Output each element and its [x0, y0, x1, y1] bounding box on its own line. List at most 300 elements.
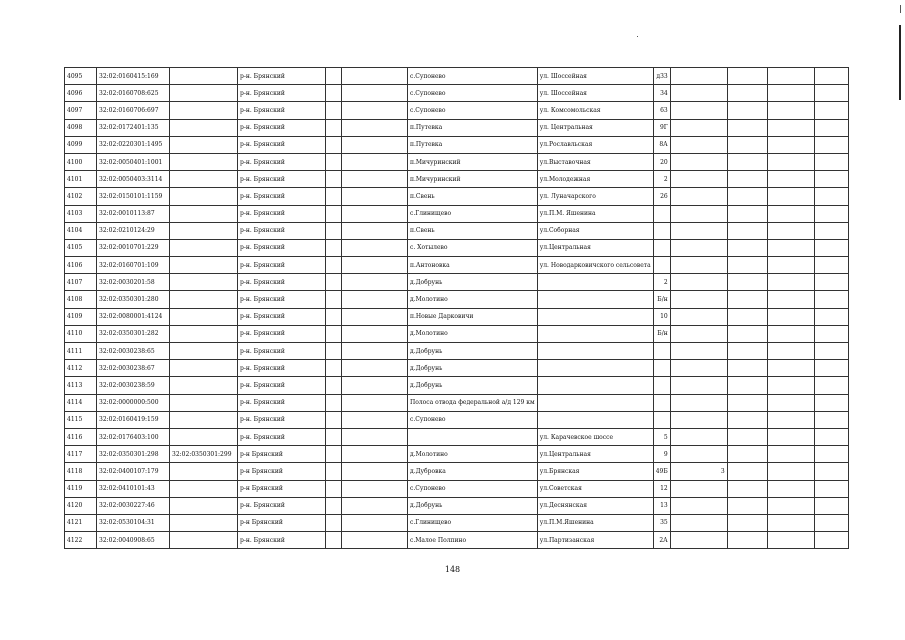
- table-cell-n3: [767, 343, 814, 360]
- table-cell-cadastral: 32:02:0176403:100: [97, 428, 170, 445]
- table-cell-street: ул.Брянская: [537, 463, 653, 480]
- table-cell-cadastral: 32:02:0210124:29: [97, 222, 170, 239]
- table-cell-cadastral: 32:02:0010701:229: [97, 239, 170, 256]
- table-cell-id: 4101: [65, 171, 97, 188]
- table-cell-n3: [767, 497, 814, 514]
- table-cell-id: 4116: [65, 428, 97, 445]
- table-cell-region: р-н. Брянский: [238, 205, 326, 222]
- table-cell-extra: [170, 377, 238, 394]
- table-cell-n1: [670, 222, 727, 239]
- table-cell-n1: [670, 274, 727, 291]
- table-row: [65, 239, 849, 256]
- table-cell-n1: [670, 257, 727, 274]
- table-cell-house: [653, 360, 670, 377]
- table-cell-a: [326, 274, 342, 291]
- table-cell-a: [326, 394, 342, 411]
- table-cell-id: 4122: [65, 532, 97, 549]
- table-cell-house: [653, 222, 670, 239]
- table-cell-a: [326, 360, 342, 377]
- table-cell-a: [326, 514, 342, 531]
- table-cell-house: 2А: [653, 532, 670, 549]
- table-cell-n2: [727, 514, 767, 531]
- table-cell-n4: [814, 325, 848, 342]
- table-cell-street: [537, 274, 653, 291]
- table-cell-street: ул.Рославльская: [537, 136, 653, 153]
- table-cell-region: р-н. Брянский: [238, 291, 326, 308]
- table-cell-region: р-н. Брянский: [238, 239, 326, 256]
- table-cell-street: [537, 360, 653, 377]
- edge-tick: [900, 5, 901, 13]
- table-cell-a: [326, 188, 342, 205]
- table-cell-n2: [727, 239, 767, 256]
- table-cell-n4: [814, 291, 848, 308]
- table-cell-b: [342, 68, 408, 85]
- table-cell-n4: [814, 136, 848, 153]
- table-row: [65, 394, 849, 411]
- table-cell-n2: [727, 480, 767, 497]
- table-row: [65, 68, 849, 85]
- table-cell-street: [537, 325, 653, 342]
- table-cell-house: [653, 239, 670, 256]
- table-row: [65, 343, 849, 360]
- table-row: [65, 102, 849, 119]
- table-cell-locality: с.Глинищево: [408, 205, 538, 222]
- table-row: [65, 119, 849, 136]
- table-cell-n2: [727, 428, 767, 445]
- table-cell-region: р-н. Брянский: [238, 343, 326, 360]
- table-cell-n4: [814, 119, 848, 136]
- table-cell-n3: [767, 325, 814, 342]
- table-cell-n3: [767, 411, 814, 428]
- table-cell-b: [342, 119, 408, 136]
- table-cell-n4: [814, 497, 848, 514]
- table-cell-n1: [670, 532, 727, 549]
- table-cell-a: [326, 136, 342, 153]
- table-cell-region: р-н. Брянский: [238, 85, 326, 102]
- table-cell-n2: [727, 325, 767, 342]
- table-cell-b: [342, 446, 408, 463]
- table-cell-n3: [767, 222, 814, 239]
- table-cell-a: [326, 171, 342, 188]
- table-cell-n2: [727, 532, 767, 549]
- table-cell-region: р-н Брянский: [238, 463, 326, 480]
- table-cell-id: 4100: [65, 153, 97, 170]
- table-cell-n4: [814, 153, 848, 170]
- table-row: [65, 308, 849, 325]
- table-cell-region: р-н Брянский: [238, 514, 326, 531]
- table-cell-n1: [670, 291, 727, 308]
- table-cell-n1: [670, 343, 727, 360]
- table-cell-cadastral: 32:02:0030238:59: [97, 377, 170, 394]
- table-cell-n1: [670, 239, 727, 256]
- table-cell-street: ул.Деснянская: [537, 497, 653, 514]
- scan-dot: [637, 36, 638, 37]
- table-cell-locality: п.Мичуринский: [408, 153, 538, 170]
- table-cell-a: [326, 257, 342, 274]
- table-row: [65, 136, 849, 153]
- table-row: [65, 377, 849, 394]
- table-cell-extra: [170, 532, 238, 549]
- table-cell-b: [342, 291, 408, 308]
- table-cell-extra: [170, 136, 238, 153]
- table-cell-n4: [814, 377, 848, 394]
- table-cell-locality: [408, 428, 538, 445]
- table-cell-extra: [170, 222, 238, 239]
- table-cell-b: [342, 205, 408, 222]
- table-cell-extra: [170, 153, 238, 170]
- table-cell-n1: [670, 68, 727, 85]
- table-cell-id: 4106: [65, 257, 97, 274]
- table-cell-extra: [170, 85, 238, 102]
- table-cell-cadastral: 32:02:0050403:3114: [97, 171, 170, 188]
- table-cell-extra: [170, 394, 238, 411]
- table-cell-house: [653, 257, 670, 274]
- table-cell-street: ул.Соборная: [537, 222, 653, 239]
- table-cell-n4: [814, 205, 848, 222]
- table-cell-n3: [767, 377, 814, 394]
- table-row: [65, 446, 849, 463]
- table-cell-id: 4110: [65, 325, 97, 342]
- table-cell-n4: [814, 85, 848, 102]
- table-cell-house: [653, 205, 670, 222]
- table-cell-region: р-н. Брянский: [238, 411, 326, 428]
- table-cell-cadastral: 32:02:0150101:1159: [97, 188, 170, 205]
- table-cell-extra: [170, 188, 238, 205]
- table-cell-n3: [767, 171, 814, 188]
- table-cell-street: ул.Партизанская: [537, 532, 653, 549]
- table-cell-house: Б/н: [653, 291, 670, 308]
- table-cell-a: [326, 497, 342, 514]
- table-row: [65, 205, 849, 222]
- table-cell-id: 4095: [65, 68, 97, 85]
- table-cell-n4: [814, 274, 848, 291]
- table-cell-n2: [727, 411, 767, 428]
- table-cell-n4: [814, 308, 848, 325]
- table-cell-n1: [670, 85, 727, 102]
- table-cell-locality: с.Супонево: [408, 480, 538, 497]
- table-cell-extra: [170, 68, 238, 85]
- table-cell-n4: [814, 222, 848, 239]
- table-cell-a: [326, 205, 342, 222]
- table-cell-a: [326, 291, 342, 308]
- table-cell-n2: [727, 136, 767, 153]
- table-cell-n4: [814, 446, 848, 463]
- table-cell-cadastral: 32:02:0220301:1495: [97, 136, 170, 153]
- table-cell-n3: [767, 291, 814, 308]
- table-cell-n1: [670, 394, 727, 411]
- table-cell-locality: Полоса отвода федеральной а/д 129 км: [408, 394, 538, 411]
- table-cell-street: [537, 377, 653, 394]
- table-cell-extra: [170, 274, 238, 291]
- table-cell-n3: [767, 308, 814, 325]
- table-cell-extra: [170, 325, 238, 342]
- table-cell-region: р-н. Брянский: [238, 377, 326, 394]
- table-cell-b: [342, 153, 408, 170]
- table-cell-house: 12: [653, 480, 670, 497]
- table-cell-n3: [767, 360, 814, 377]
- table-cell-b: [342, 377, 408, 394]
- table-cell-n1: [670, 446, 727, 463]
- table-cell-n1: 3: [670, 463, 727, 480]
- table-cell-a: [326, 119, 342, 136]
- table-cell-n1: [670, 171, 727, 188]
- table-cell-street: ул. Комсомольская: [537, 102, 653, 119]
- table-cell-n4: [814, 360, 848, 377]
- table-cell-n1: [670, 205, 727, 222]
- table-cell-cadastral: 32:02:0030201:58: [97, 274, 170, 291]
- table-cell-id: 4098: [65, 119, 97, 136]
- table-cell-locality: п.Свень: [408, 188, 538, 205]
- table-cell-n3: [767, 274, 814, 291]
- table-cell-n1: [670, 153, 727, 170]
- table-cell-street: ул. Карачевское шоссе: [537, 428, 653, 445]
- table-cell-extra: [170, 514, 238, 531]
- table-cell-id: 4120: [65, 497, 97, 514]
- table-cell-b: [342, 532, 408, 549]
- table-cell-house: 5: [653, 428, 670, 445]
- table-cell-street: ул.Выставочная: [537, 153, 653, 170]
- table-cell-n2: [727, 257, 767, 274]
- table-cell-house: 13: [653, 497, 670, 514]
- table-cell-house: Б/н: [653, 325, 670, 342]
- table-cell-b: [342, 463, 408, 480]
- table-cell-n4: [814, 480, 848, 497]
- table-cell-cadastral: 32:02:0160415:169: [97, 68, 170, 85]
- table-cell-n1: [670, 428, 727, 445]
- table-row: [65, 360, 849, 377]
- table-cell-b: [342, 428, 408, 445]
- table-cell-cadastral: 32:02:0080001:4124: [97, 308, 170, 325]
- table-cell-n2: [727, 222, 767, 239]
- table-cell-n3: [767, 188, 814, 205]
- table-cell-n4: [814, 394, 848, 411]
- table-cell-n2: [727, 446, 767, 463]
- table-cell-a: [326, 463, 342, 480]
- table-cell-region: р-н. Брянский: [238, 428, 326, 445]
- table-cell-n4: [814, 463, 848, 480]
- table-cell-street: [537, 394, 653, 411]
- table-cell-cadastral: 32:02:0030238:65: [97, 343, 170, 360]
- table-row: [65, 85, 849, 102]
- table-cell-extra: [170, 308, 238, 325]
- table-cell-n4: [814, 343, 848, 360]
- table-cell-n3: [767, 428, 814, 445]
- table-cell-cadastral: 32:02:0030227:46: [97, 497, 170, 514]
- table-cell-house: [653, 377, 670, 394]
- table-cell-locality: с.Малое Полпино: [408, 532, 538, 549]
- table-cell-extra: [170, 480, 238, 497]
- table-cell-b: [342, 360, 408, 377]
- table-cell-house: 2: [653, 274, 670, 291]
- table-cell-street: [537, 343, 653, 360]
- table-cell-region: р-н. Брянский: [238, 102, 326, 119]
- table-cell-n2: [727, 463, 767, 480]
- table-cell-house: 9: [653, 446, 670, 463]
- table-cell-id: 4113: [65, 377, 97, 394]
- table-cell-locality: д.Молотино: [408, 325, 538, 342]
- table-cell-region: р-н Брянский: [238, 480, 326, 497]
- table-cell-b: [342, 394, 408, 411]
- table-cell-street: ул. Новодарковичского сельсовета: [537, 257, 653, 274]
- table-cell-extra: [170, 171, 238, 188]
- table-cell-n4: [814, 68, 848, 85]
- table-cell-street: [537, 291, 653, 308]
- table-row: [65, 428, 849, 445]
- table-cell-b: [342, 102, 408, 119]
- table-cell-n4: [814, 188, 848, 205]
- table-cell-n3: [767, 394, 814, 411]
- table-cell-region: р-н. Брянский: [238, 532, 326, 549]
- page-number: 148: [444, 565, 461, 574]
- table-cell-id: 4097: [65, 102, 97, 119]
- table-cell-cadastral: 32:02:0400107:179: [97, 463, 170, 480]
- table-cell-id: 4105: [65, 239, 97, 256]
- table-cell-region: р-н. Брянский: [238, 136, 326, 153]
- table-cell-n3: [767, 446, 814, 463]
- table-cell-a: [326, 377, 342, 394]
- table-cell-locality: п.Новые Дарковичи: [408, 308, 538, 325]
- table-cell-id: 4103: [65, 205, 97, 222]
- table-cell-locality: д.Добрунь: [408, 497, 538, 514]
- table-cell-extra: [170, 463, 238, 480]
- table-cell-n1: [670, 119, 727, 136]
- table-cell-cadastral: 32:02:0160708:625: [97, 85, 170, 102]
- table-cell-extra: [170, 291, 238, 308]
- table-cell-locality: п.Путевка: [408, 119, 538, 136]
- table-cell-n1: [670, 136, 727, 153]
- table-cell-house: [653, 411, 670, 428]
- table-cell-n1: [670, 102, 727, 119]
- table-cell-cadastral: 32:02:0350301:282: [97, 325, 170, 342]
- table-cell-region: р-н. Брянский: [238, 188, 326, 205]
- table-cell-locality: п.Антоновка: [408, 257, 538, 274]
- table-cell-house: 2: [653, 171, 670, 188]
- table-cell-a: [326, 239, 342, 256]
- table-cell-extra: [170, 497, 238, 514]
- table-cell-house: 20: [653, 153, 670, 170]
- table-cell-cadastral: 32:02:0160419:159: [97, 411, 170, 428]
- table-cell-n4: [814, 428, 848, 445]
- table-cell-a: [326, 153, 342, 170]
- table-cell-b: [342, 222, 408, 239]
- table-cell-extra: [170, 428, 238, 445]
- table-cell-b: [342, 308, 408, 325]
- table-cell-n3: [767, 463, 814, 480]
- table-row: [65, 188, 849, 205]
- table-cell-b: [342, 85, 408, 102]
- table-cell-house: 49Б: [653, 463, 670, 480]
- table-cell-n1: [670, 360, 727, 377]
- table-row: [65, 532, 849, 549]
- table-cell-house: 26: [653, 188, 670, 205]
- table-cell-n3: [767, 205, 814, 222]
- register-table-body: [65, 68, 849, 549]
- table-cell-n4: [814, 171, 848, 188]
- table-cell-n2: [727, 343, 767, 360]
- table-cell-street: ул. Луначарского: [537, 188, 653, 205]
- table-cell-n4: [814, 532, 848, 549]
- table-cell-street: ул. Шоссейная: [537, 68, 653, 85]
- table-cell-n2: [727, 291, 767, 308]
- page-edge-mark: [899, 25, 901, 100]
- table-cell-locality: п.Путевка: [408, 136, 538, 153]
- register-table: [64, 67, 849, 549]
- table-cell-a: [326, 480, 342, 497]
- table-cell-n3: [767, 480, 814, 497]
- table-cell-house: 8А: [653, 136, 670, 153]
- table-cell-house: [653, 394, 670, 411]
- table-cell-n4: [814, 514, 848, 531]
- table-cell-n3: [767, 136, 814, 153]
- table-cell-a: [326, 343, 342, 360]
- table-cell-n1: [670, 377, 727, 394]
- table-cell-locality: д.Молотино: [408, 446, 538, 463]
- table-cell-region: р-н. Брянский: [238, 171, 326, 188]
- table-cell-id: 4118: [65, 463, 97, 480]
- table-cell-cadastral: 32:02:0410101:43: [97, 480, 170, 497]
- table-cell-n2: [727, 360, 767, 377]
- table-cell-house: 63: [653, 102, 670, 119]
- table-cell-street: ул.Центральная: [537, 239, 653, 256]
- table-cell-n3: [767, 257, 814, 274]
- table-cell-n2: [727, 171, 767, 188]
- table-cell-n2: [727, 188, 767, 205]
- table-cell-cadastral: 32:02:0160706:697: [97, 102, 170, 119]
- table-cell-cadastral: 32:02:0030238:67: [97, 360, 170, 377]
- table-cell-a: [326, 532, 342, 549]
- table-cell-house: 35: [653, 514, 670, 531]
- table-cell-n2: [727, 85, 767, 102]
- table-cell-b: [342, 343, 408, 360]
- table-cell-a: [326, 325, 342, 342]
- table-cell-region: р-н. Брянский: [238, 274, 326, 291]
- table-cell-extra: [170, 239, 238, 256]
- table-cell-cadastral: 32:02:0000000:500: [97, 394, 170, 411]
- table-cell-n2: [727, 68, 767, 85]
- table-cell-street: ул. Центральная: [537, 119, 653, 136]
- table-cell-n2: [727, 377, 767, 394]
- table-cell-locality: д.Дубровка: [408, 463, 538, 480]
- table-cell-id: 4108: [65, 291, 97, 308]
- table-cell-house: 10: [653, 308, 670, 325]
- table-cell-id: 4114: [65, 394, 97, 411]
- table-cell-extra: [170, 343, 238, 360]
- table-cell-n4: [814, 102, 848, 119]
- table-cell-cadastral: 32:02:0530104:31: [97, 514, 170, 531]
- table-cell-region: р-н. Брянский: [238, 325, 326, 342]
- table-cell-id: 4109: [65, 308, 97, 325]
- table-cell-n1: [670, 480, 727, 497]
- table-cell-street: ул.Советская: [537, 480, 653, 497]
- table-cell-a: [326, 428, 342, 445]
- table-cell-n2: [727, 497, 767, 514]
- table-cell-id: 4112: [65, 360, 97, 377]
- table-cell-b: [342, 514, 408, 531]
- table-cell-id: 4115: [65, 411, 97, 428]
- table-row: [65, 274, 849, 291]
- table-cell-extra: [170, 360, 238, 377]
- table-cell-region: р-н. Брянский: [238, 308, 326, 325]
- table-cell-id: 4111: [65, 343, 97, 360]
- table-cell-n1: [670, 411, 727, 428]
- table-cell-locality: д.Добрунь: [408, 343, 538, 360]
- table-cell-b: [342, 274, 408, 291]
- table-cell-id: 4099: [65, 136, 97, 153]
- table-cell-a: [326, 446, 342, 463]
- table-cell-locality: с.Супонево: [408, 102, 538, 119]
- table-cell-cadastral: 32:02:0040908:65: [97, 532, 170, 549]
- table-cell-locality: с.Глинищево: [408, 514, 538, 531]
